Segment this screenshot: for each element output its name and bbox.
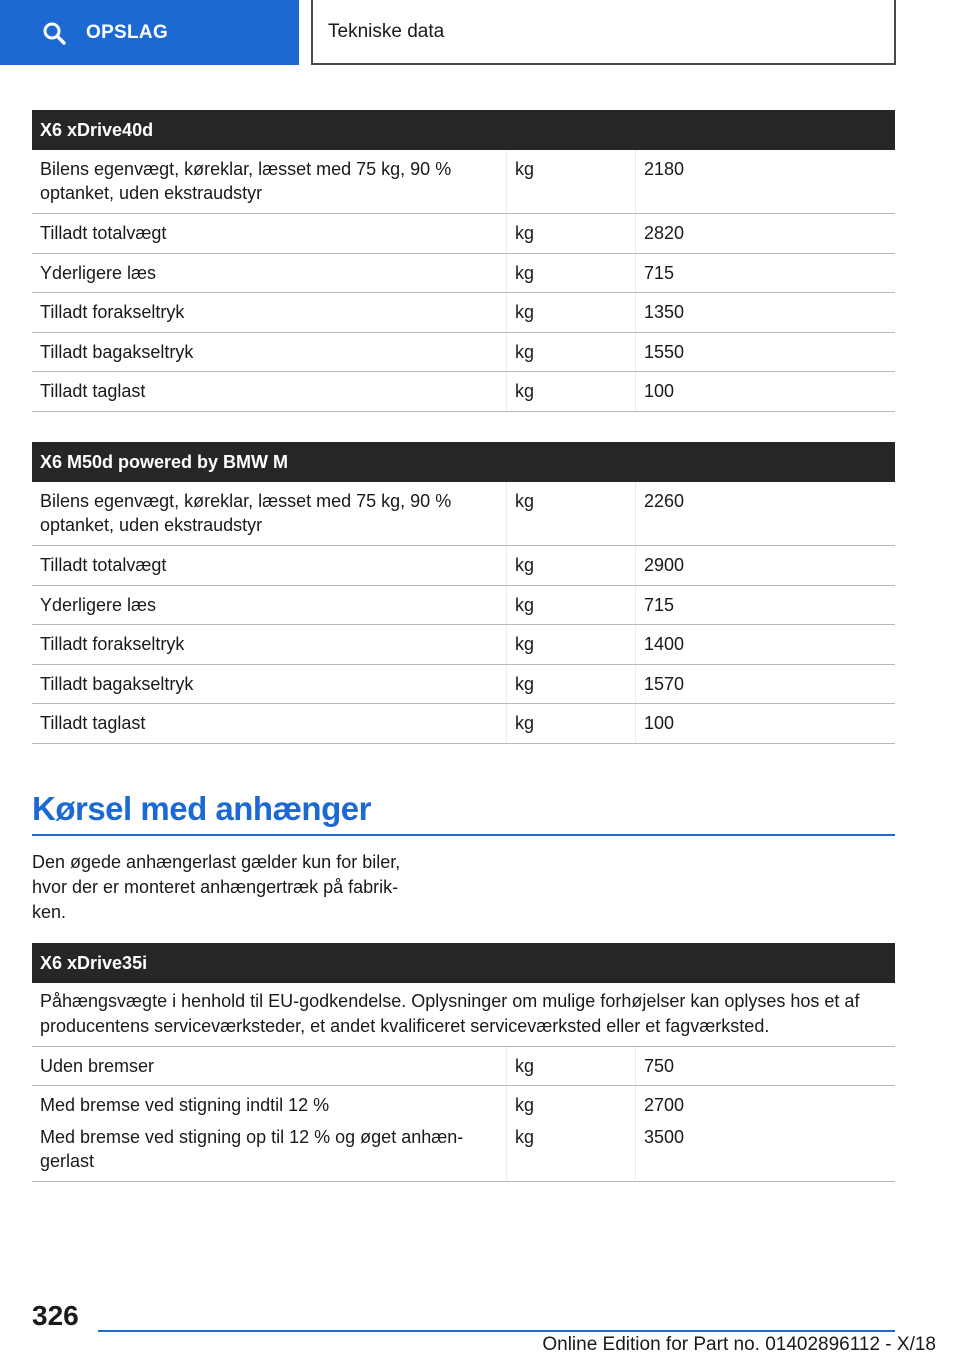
row-value: 715 — [635, 254, 895, 292]
row-label: Tilladt taglast — [40, 381, 146, 401]
row-label: Med bremse ved stigning indtil 12 % — [40, 1095, 330, 1115]
row-value: 100 — [635, 704, 895, 743]
table-row — [32, 214, 895, 254]
table-row — [32, 333, 895, 372]
spec-table-m50d — [32, 442, 895, 744]
table-row — [32, 1118, 895, 1182]
table-row — [32, 482, 895, 546]
row-label: Yderligere læs — [40, 263, 157, 283]
row-value: 3500 — [635, 1118, 895, 1181]
row-unit: kg — [506, 293, 635, 332]
row-label: Tilladt forakseltryk — [40, 634, 185, 654]
page-number: 326 — [32, 1300, 79, 1331]
row-label: Tilladt bagakseltryk — [40, 342, 194, 362]
row-value: 715 — [635, 586, 895, 624]
row-unit: kg — [506, 665, 635, 703]
row-unit: kg — [506, 1118, 635, 1181]
footer-divider — [98, 1330, 895, 1332]
row-unit: kg — [506, 704, 635, 743]
table-row — [32, 586, 895, 625]
row-unit: kg — [506, 546, 635, 585]
table-note: Påhængsvægte i henhold til EU-godkendelse. Oplysninger om mulige forhøjelser kan oplyses hos et af producentens serviceværksteder, et andet kvalificeret serviceværksted eller et fagværksted. — [32, 983, 895, 1047]
row-value: 2700 — [635, 1086, 895, 1118]
row-label: Med bremse ved stigning op til 12 % og øget anhæn-gerlast — [40, 1127, 464, 1171]
row-value: 2900 — [635, 546, 895, 585]
row-unit: kg — [506, 372, 635, 411]
table-row — [32, 625, 895, 665]
row-label: Tilladt totalvægt — [40, 223, 167, 243]
row-label: Tilladt forakseltryk — [40, 302, 185, 322]
table-title: X6 xDrive40d — [32, 110, 895, 150]
row-value: 1550 — [635, 333, 895, 371]
row-unit: kg — [506, 1086, 635, 1118]
section-title: Kørsel med anhænger — [32, 790, 895, 836]
section-intro: Den øgede anhængerlast gælder kun for biler, hvor der er monteret anhængertræk på fabrik-ken. — [32, 852, 401, 922]
spec-table-xdrive40d — [32, 110, 895, 412]
table-row — [32, 293, 895, 333]
row-value: 2180 — [635, 150, 895, 213]
row-label: Bilens egenvægt, køreklar, læsset med 75 kg, 90 % optanket, uden ekstraudstyr — [40, 159, 452, 203]
table-row — [32, 546, 895, 586]
row-value: 100 — [635, 372, 895, 411]
row-unit: kg — [506, 214, 635, 253]
search-button[interactable] — [0, 0, 299, 65]
row-label: Yderligere læs — [40, 595, 157, 615]
table-row — [32, 704, 895, 744]
table-title: X6 xDrive35i — [32, 943, 895, 983]
table-row — [32, 372, 895, 412]
row-label: Uden bremser — [40, 1056, 155, 1076]
table-title: X6 M50d powered by BMW M — [32, 442, 895, 482]
row-unit: kg — [506, 333, 635, 371]
breadcrumb[interactable] — [311, 0, 896, 65]
row-value: 750 — [635, 1047, 895, 1085]
footer-edition: Online Edition for Part no. 01402896112 - X/18 — [542, 1334, 936, 1355]
table-row — [32, 1047, 895, 1086]
row-label: Tilladt taglast — [40, 713, 146, 733]
row-label: Tilladt bagakseltryk — [40, 674, 194, 694]
table-row — [32, 254, 895, 293]
row-label: Tilladt totalvægt — [40, 555, 167, 575]
table-row — [32, 665, 895, 704]
row-label: Bilens egenvægt, køreklar, læsset med 75 kg, 90 % optanket, uden ekstraudstyr — [40, 491, 452, 535]
row-unit: kg — [506, 1047, 635, 1085]
row-value: 1400 — [635, 625, 895, 664]
search-icon — [42, 21, 66, 45]
row-value: 1350 — [635, 293, 895, 332]
row-value: 2260 — [635, 482, 895, 545]
row-value: 1570 — [635, 665, 895, 703]
breadcrumb-label: Tekniske data — [328, 20, 445, 42]
row-unit: kg — [506, 625, 635, 664]
row-value: 2820 — [635, 214, 895, 253]
table-row — [32, 150, 895, 214]
search-button-label: OPSLAG — [86, 21, 169, 43]
table-row — [32, 1086, 895, 1118]
spec-table-xdrive35i — [32, 943, 895, 1182]
row-unit: kg — [506, 586, 635, 624]
row-unit: kg — [506, 482, 635, 545]
row-unit: kg — [506, 150, 635, 213]
row-unit: kg — [506, 254, 635, 292]
